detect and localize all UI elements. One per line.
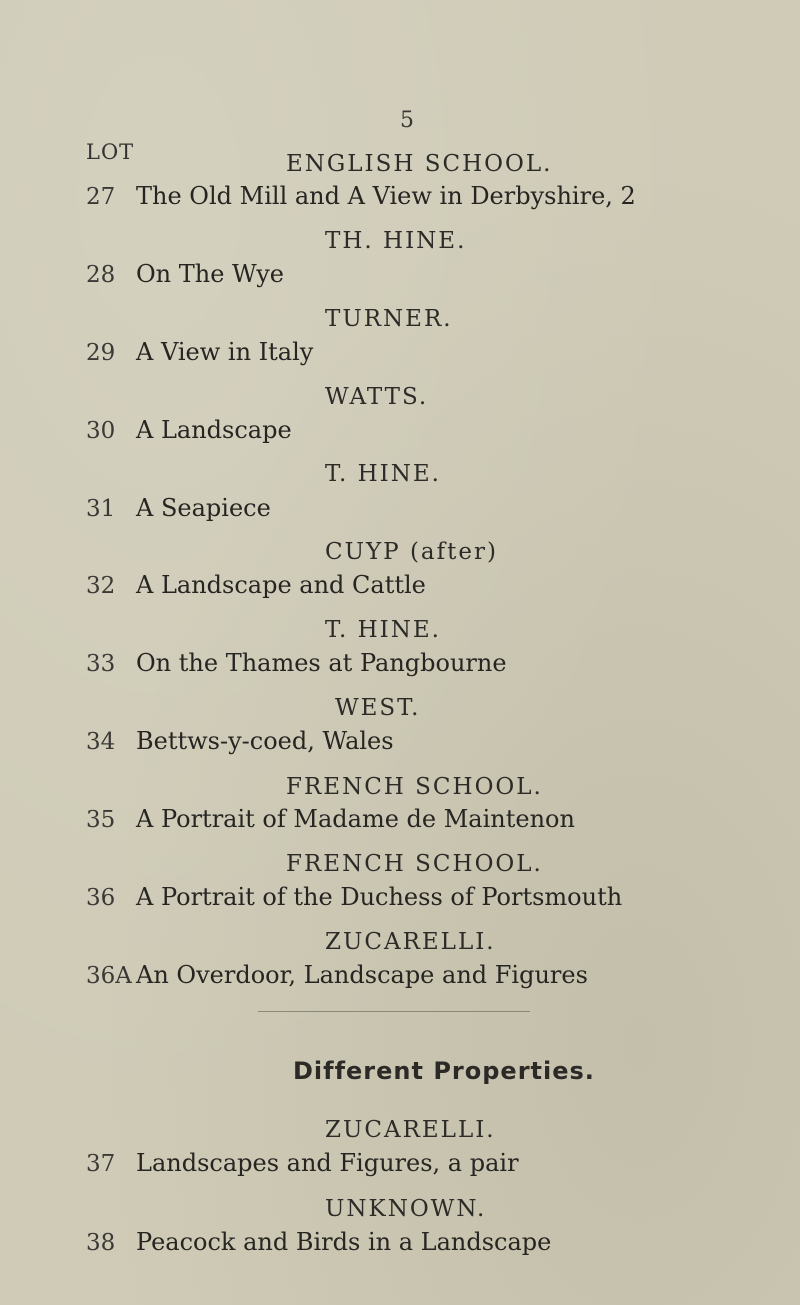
lot-entry — [86, 1228, 551, 1256]
lot-number: 27 — [86, 184, 116, 210]
page-number: 5 — [400, 108, 414, 133]
lot-entry — [86, 1149, 519, 1177]
artist-name: WEST. — [335, 695, 421, 721]
artist-name: T. HINE. — [325, 461, 441, 487]
lot-entry — [86, 260, 284, 288]
section-heading: Different Properties. — [293, 1057, 595, 1085]
artist-name: ENGLISH SCHOOL. — [286, 151, 553, 177]
artist-name: ZUCARELLI. — [325, 1117, 496, 1143]
lot-title: On the Thames at Pangbourne — [136, 649, 507, 677]
lot-column-header: LOT — [86, 140, 135, 164]
lot-entry — [86, 805, 575, 833]
lot-entry — [86, 338, 313, 366]
lot-title: Peacock and Birds in a Landscape — [136, 1228, 552, 1256]
lot-number: 32 — [86, 573, 116, 599]
lot-title: A Landscape — [136, 416, 292, 444]
lot-entry — [86, 961, 588, 989]
section-divider — [258, 1011, 530, 1012]
artist-name: TH. HINE. — [325, 228, 467, 254]
artist-name: FRENCH SCHOOL. — [286, 851, 543, 877]
lot-title: A Portrait of Madame de Maintenon — [136, 805, 575, 833]
lot-number: 37 — [86, 1151, 116, 1177]
artist-name: UNKNOWN. — [325, 1196, 487, 1222]
lot-number: 35 — [86, 807, 116, 833]
artist-name: FRENCH SCHOOL. — [286, 774, 543, 800]
lot-title: Landscapes and Figures, a pair — [136, 1149, 519, 1177]
lot-number: 34 — [86, 729, 116, 755]
lot-entry — [86, 883, 622, 911]
lot-number: 28 — [86, 262, 116, 288]
lot-number: 38 — [86, 1230, 116, 1256]
artist-name: WATTS. — [325, 384, 429, 410]
lot-title: Bettws-y-coed, Wales — [136, 727, 394, 755]
lot-number: 31 — [86, 496, 116, 522]
lot-title: A Portrait of the Duchess of Portsmouth — [136, 883, 623, 911]
lot-entry — [86, 649, 507, 677]
lot-entry — [86, 182, 636, 210]
artist-name: TURNER. — [325, 306, 453, 332]
lot-number: 36A — [86, 963, 132, 989]
artist-name: CUYP (after) — [325, 539, 498, 565]
lot-title: On The Wye — [136, 260, 284, 288]
lot-title: A View in Italy — [136, 338, 314, 366]
lot-number: 29 — [86, 340, 116, 366]
lot-title: The Old Mill and A View in Derbyshire, 2 — [136, 182, 636, 210]
lot-title: A Seapiece — [136, 494, 271, 522]
lot-entry — [86, 727, 394, 755]
lot-title: An Overdoor, Landscape and Figures — [136, 961, 588, 989]
lot-entry — [86, 494, 271, 522]
lot-entry — [86, 571, 426, 599]
lot-number: 30 — [86, 418, 116, 444]
artist-name: ZUCARELLI. — [325, 929, 496, 955]
artist-name: T. HINE. — [325, 617, 441, 643]
lot-title: A Landscape and Cattle — [136, 571, 426, 599]
lot-number: 36 — [86, 885, 116, 911]
lot-number: 33 — [86, 651, 116, 677]
lot-entry — [86, 416, 292, 444]
